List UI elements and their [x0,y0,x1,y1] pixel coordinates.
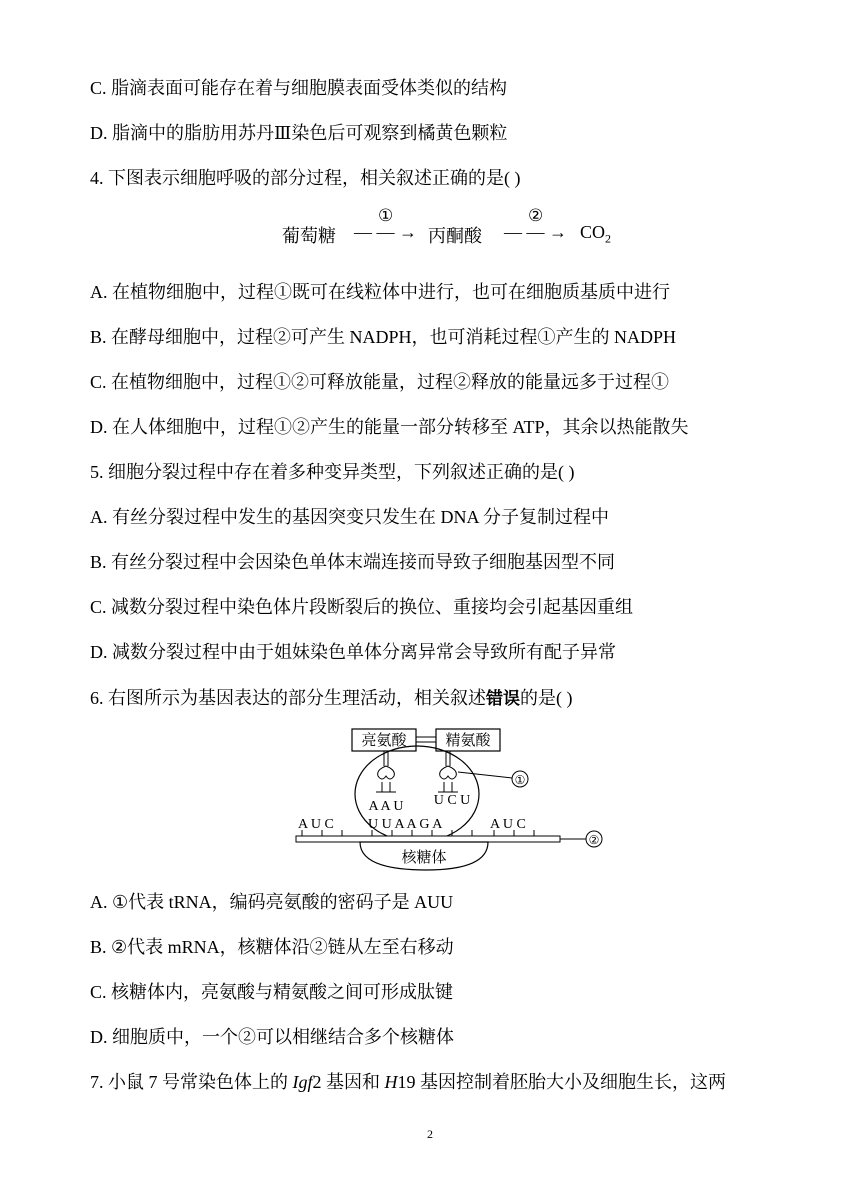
q4-option-b: B. 在酵母细胞中，过程②可产生 NADPH，也可消耗过程①产生的 NADPH [90,327,677,347]
mrna-codons-middle: U U A A G A [368,817,443,832]
q6-option-c: C. 核糖体内，亮氨酸与精氨酸之间可形成肽键 [90,982,454,1002]
mrna-strand [296,836,560,842]
q7-text-c: 19 基因控制着胚胎大小及细胞生长，这两 [397,1072,726,1092]
translation-diagram [290,724,610,874]
q5-option-c: C. 减数分裂过程中染色体片段断裂后的换位、重接均会引起基因重组 [90,597,634,617]
q4-option-a: A. 在植物细胞中，过程①既可在线粒体中进行，也可在细胞质基质中进行 [90,282,670,302]
label-2: ② [588,833,600,847]
arginine-label: 精氨酸 [445,733,491,749]
step-1-label: ① [378,206,394,225]
q6-option-d: D. 细胞质中，一个②可以相继结合多个核糖体 [90,1027,454,1047]
q4-stem: 4. 下图表示细胞呼吸的部分过程，相关叙述正确的是( ) [90,168,521,188]
co2-label: $CO_2$ [580,222,612,246]
q4-option-d: D. 在人体细胞中，过程①②产生的能量一部分转移至 ATP，其余以热能散失 [90,417,689,437]
q5-stem: 5. 细胞分裂过程中存在着多种变异类型，下列叙述正确的是( ) [90,462,575,482]
q5-option-a: A. 有丝分裂过程中发生的基因突变只发生在 DNA 分子复制过程中 [90,507,610,527]
q6-option-b: B. ②代表 mRNA，核糖体沿②链从左至右移动 [90,937,454,957]
q3-option-c: C. 脂滴表面可能存在着与细胞膜表面受体类似的结构 [90,78,508,98]
q7-gene-2: H [384,1072,398,1092]
page-number: 2 [427,1127,433,1141]
pyruvate-label: 丙酮酸 [428,226,482,246]
trna-1 [376,751,396,792]
anticodon-1: A A U [368,799,404,814]
q7-text-b: 2 基因和 [312,1072,385,1092]
q7-text-a: 7. 小鼠 7 号常染色体上的 [90,1072,293,1092]
respiration-equation [282,208,662,258]
anticodon-2: U C U [433,793,471,808]
q6-option-a: A. ①代表 tRNA，编码亮氨酸的密码子是 AUU [90,892,454,912]
arrow-2: — — → [504,222,567,242]
label-1: ① [514,773,526,787]
q7-stem [90,1070,726,1094]
q6-stem-emphasis: 错误 [486,689,520,709]
mrna-codons-right: A U C [490,817,526,832]
leucine-label: 亮氨酸 [361,733,407,749]
q3-option-d: D. 脂滴中的脂肪用苏丹Ⅲ染色后可观察到橘黄色颗粒 [90,123,508,143]
q6-stem-pre: 6. 右图所示为基因表达的部分生理活动，相关叙述 [90,688,486,708]
q4-option-c: C. 在植物细胞中，过程①②可释放能量，过程②释放的能量远多于过程① [90,372,670,392]
trna-2 [438,751,458,792]
step-2-label: ② [528,206,544,225]
glucose-label: 葡萄糖 [282,226,336,246]
mrna-codons-left: A U C [298,817,334,832]
arrow-1: — — → [354,222,417,242]
q6-stem [90,686,573,711]
ribosome-label: 核糖体 [401,850,447,866]
q5-option-b: B. 有丝分裂过程中会因染色单体末端连接而导致子细胞基因型不同 [90,552,616,572]
q5-option-d: D. 减数分裂过程中由于姐妹染色单体分离异常会导致所有配子异常 [90,642,616,662]
q7-gene-1: Igf [292,1072,313,1092]
q6-stem-post: 的是( ) [520,688,573,708]
